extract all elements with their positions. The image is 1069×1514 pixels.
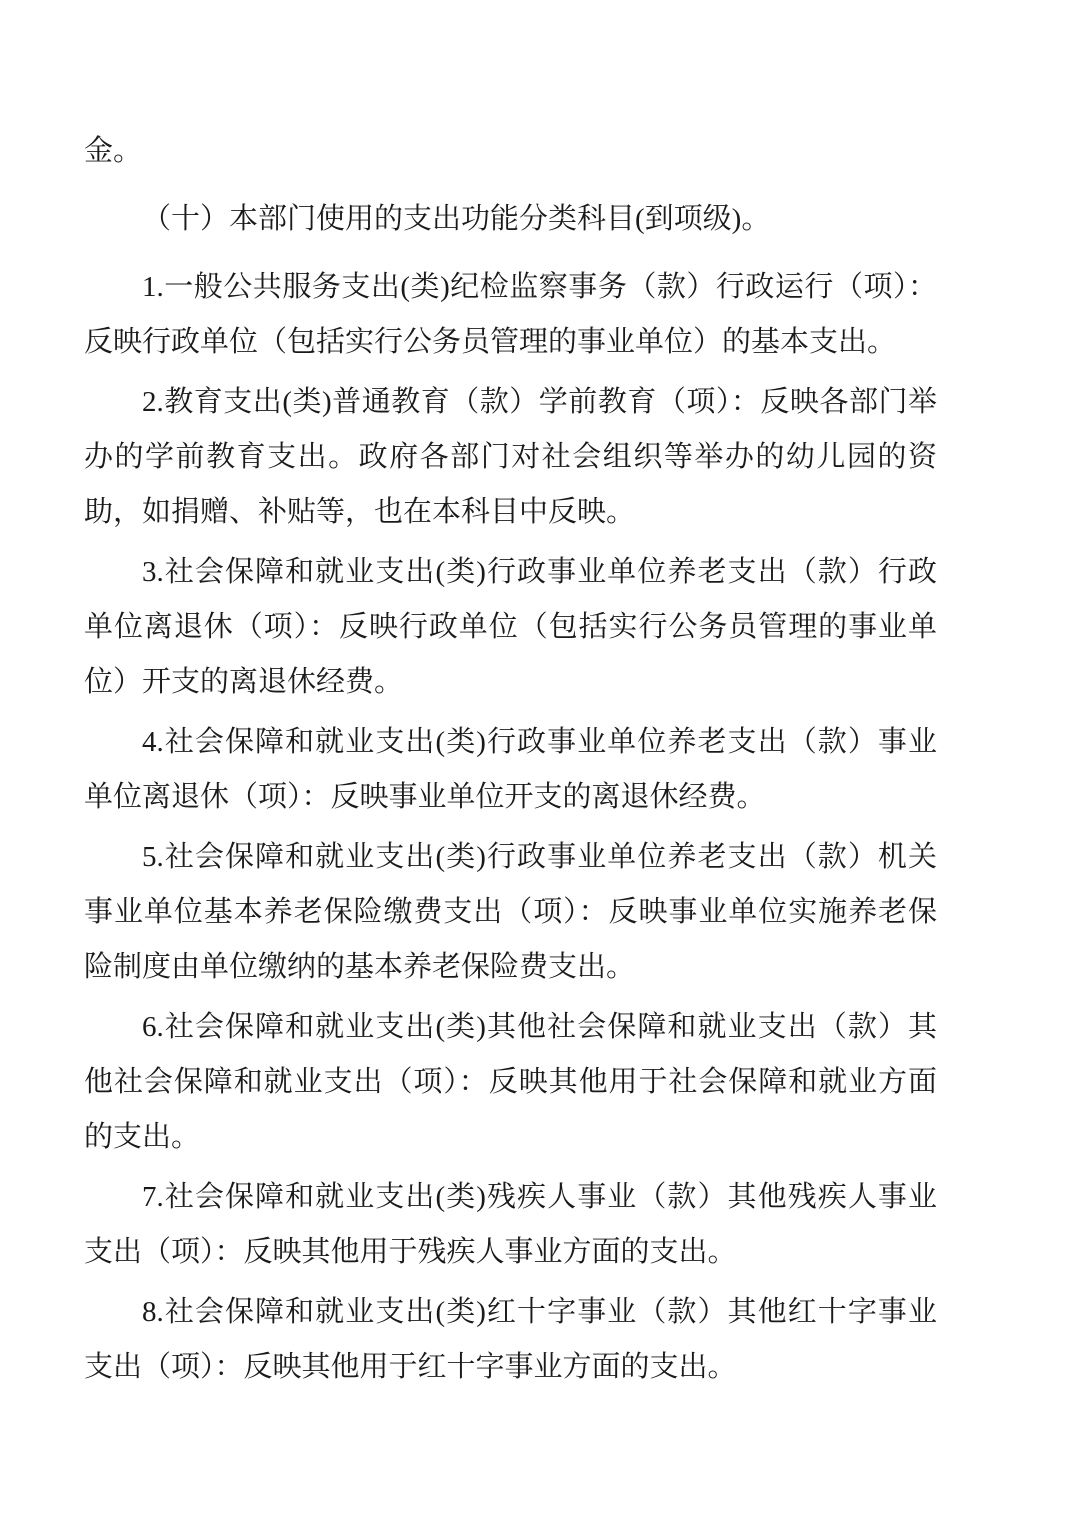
section-heading-10: （十）本部门使用的支出功能分类科目(到项级)。 (142, 203, 771, 235)
expense-item-3: 3.社会保障和就业支出(类)行政事业单位养老支出（款）行政单位离退休（项）：反映行政单位（包括实行公务员管理的事业单位）开支的离退休经费。 (84, 556, 937, 698)
expense-item-1: 1.一般公共服务支出(类)纪检监察事务（款）行政运行（项）：反映行政单位（包括实行公务员管理的事业单位）的基本支出。 (84, 271, 937, 358)
expense-item-2: 2.教育支出(类)普通教育（款）学前教育（项）：反映各部门举办的学前教育支出。政府各部门对社会组织等举办的幼儿园的资助，如捐赠、补贴等，也在本科目中反映。 (84, 386, 937, 528)
expense-item-8: 8.社会保障和就业支出(类)红十字事业（款）其他红十字事业支出（项）：反映其他用于红十字事业方面的支出。 (84, 1296, 937, 1383)
expense-item-6: 6.社会保障和就业支出(类)其他社会保障和就业支出（款）其他社会保障和就业支出（项）：反映其他用于社会保障和就业方面的支出。 (84, 1011, 937, 1153)
expense-item-5: 5.社会保障和就业支出(类)行政事业单位养老支出（款）机关事业单位基本养老保险缴费支出（项）：反映事业单位实施养老保险制度由单位缴纳的基本养老保险费支出。 (84, 841, 937, 983)
expense-item-7: 7.社会保障和就业支出(类)残疾人事业（款）其他残疾人事业支出（项）：反映其他用于残疾人事业方面的支出。 (84, 1181, 937, 1268)
expense-item-4: 4.社会保障和就业支出(类)行政事业单位养老支出（款）事业单位离退休（项）：反映事业单位开支的离退休经费。 (84, 726, 937, 813)
paragraph-continuation-tail: 金。 (84, 135, 143, 167)
